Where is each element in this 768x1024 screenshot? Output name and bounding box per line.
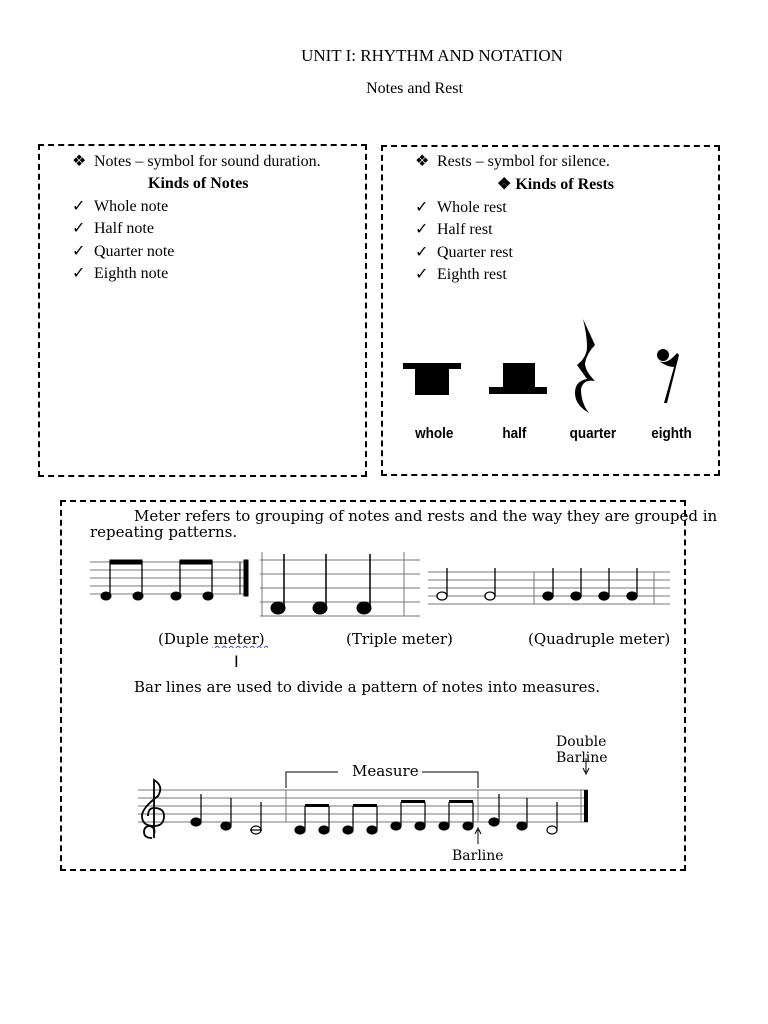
quarter-rest-icon <box>573 317 603 417</box>
note-item-eighth: ✓ Eighth note <box>72 265 169 282</box>
rest-label-whole: whole <box>415 425 454 442</box>
measure-label: Measure <box>352 762 419 780</box>
page-title: UNIT I: RHYTHM AND NOTATION <box>301 46 563 65</box>
meter-definition-line1: Meter refers to grouping of notes and rests and the way they are grouped in <box>134 507 718 525</box>
barline-definition: Bar lines are used to divide a pattern of notes into measures. <box>134 678 601 696</box>
quadruple-meter-staff <box>428 568 672 614</box>
triple-meter-staff <box>260 552 422 618</box>
rest-label-quarter: quarter <box>569 425 617 442</box>
rest-label-half: half <box>502 425 527 442</box>
rest-item-quarter: ✓ Quarter rest <box>415 244 513 261</box>
check-icon: ✓ <box>72 198 86 215</box>
check-icon: ✓ <box>72 243 86 260</box>
triple-meter-label: (Triple meter) <box>346 630 453 648</box>
note-item-half: ✓ Half note <box>72 220 154 237</box>
rest-item-whole: ✓ Whole rest <box>415 199 507 216</box>
note-item-whole: ✓ Whole note <box>72 198 169 215</box>
note-item-quarter: ✓ Quarter note <box>72 243 175 260</box>
quadruple-meter-label: (Quadruple meter) <box>528 630 671 648</box>
rests-definition: ❖ Rests – symbol for silence. <box>415 153 610 170</box>
rest-item-half: ✓ Half rest <box>415 221 493 238</box>
rests-heading: ❖ Kinds of Rests <box>497 176 615 193</box>
barline-label: Barline <box>452 848 504 864</box>
double-barline-label-1: Double <box>556 734 607 750</box>
duple-meter-staff <box>90 556 250 612</box>
diamond-bullet-icon: ❖ <box>72 153 87 170</box>
notes-definition: ❖ Notes – symbol for sound duration. <box>72 153 321 170</box>
check-icon: ✓ <box>415 199 429 216</box>
rests-box <box>381 145 720 476</box>
meter-definition-line2: repeating patterns. <box>90 523 238 541</box>
notes-heading: Kinds of Notes <box>148 175 249 192</box>
duple-meter-text: (Duple meter) <box>158 630 265 648</box>
check-icon: ✓ <box>72 220 86 237</box>
rest-item-eighth: ✓ Eighth rest <box>415 266 507 283</box>
measure-example-staff <box>138 778 598 852</box>
check-icon: ✓ <box>72 265 86 282</box>
whole-rest-icon <box>403 363 463 397</box>
check-icon: ✓ <box>415 266 429 283</box>
check-icon: ✓ <box>415 221 429 238</box>
text-cursor-icon: I <box>234 652 239 671</box>
check-icon: ✓ <box>415 244 429 261</box>
rest-label-eighth: eighth <box>651 425 692 442</box>
half-rest-icon <box>489 363 549 397</box>
page-subtitle: Notes and Rest <box>366 80 463 97</box>
spellcheck-underline <box>212 630 268 648</box>
diamond-bullet-icon: ❖ <box>415 153 430 170</box>
eighth-rest-icon <box>655 345 685 407</box>
diamond-bullet-icon: ❖ <box>497 176 512 193</box>
double-barline-label-2: Barline <box>556 750 608 766</box>
meter-box <box>60 500 718 871</box>
notes-box <box>38 144 367 477</box>
